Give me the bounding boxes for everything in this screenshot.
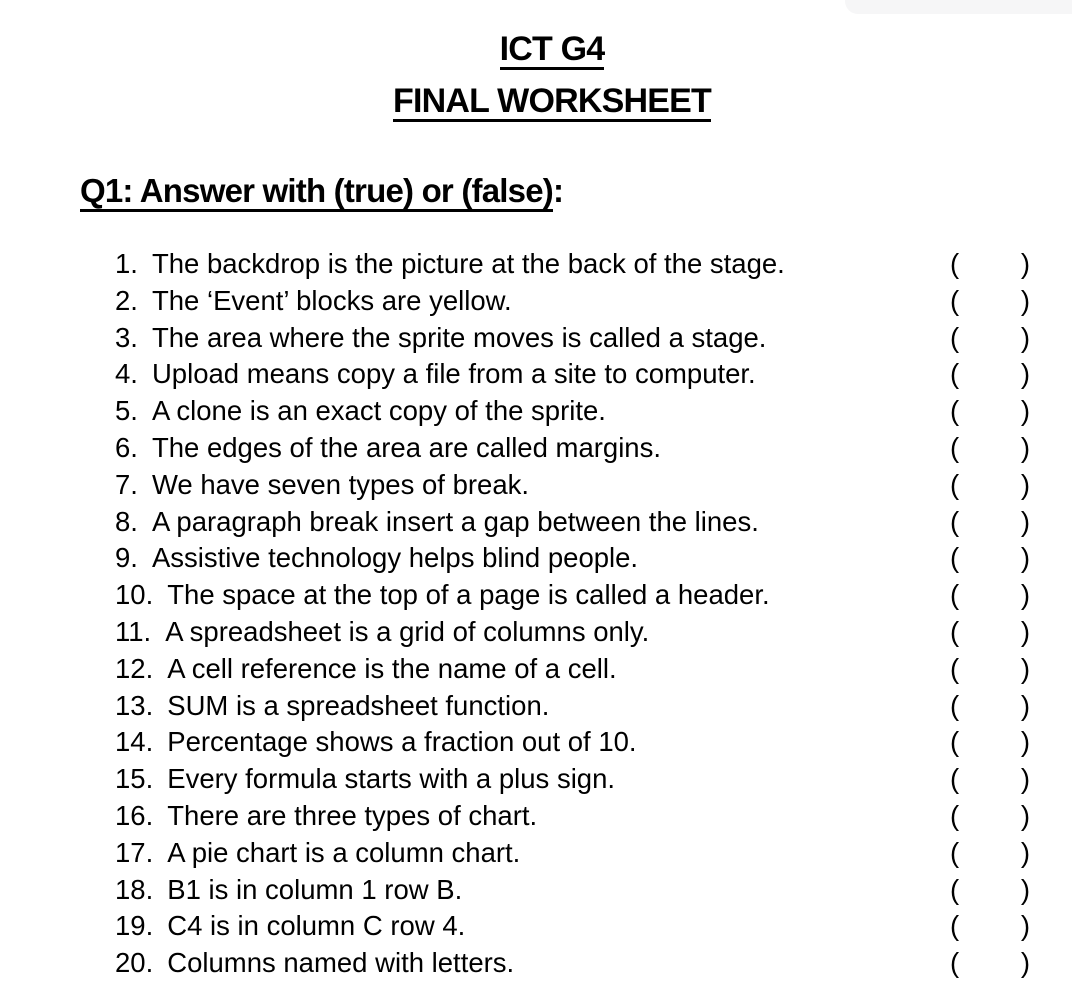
document-subtitle-text: FINAL WORKSHEET	[393, 82, 711, 120]
open-paren: (	[950, 321, 960, 353]
question-text: A spreadsheet is a grid of columns only.	[165, 615, 650, 647]
question-row	[0, 320, 1072, 357]
answer-slot[interactable]	[950, 504, 1030, 541]
question-number: 14.	[115, 726, 154, 758]
question-text: There are three types of chart.	[167, 799, 538, 831]
question-row	[0, 467, 1072, 504]
answer-slot[interactable]	[950, 246, 1030, 283]
close-paren: )	[1020, 579, 1030, 611]
open-paren: (	[950, 689, 960, 721]
answer-slot[interactable]	[950, 540, 1030, 577]
answer-slot[interactable]	[950, 872, 1030, 909]
question-row	[0, 540, 1072, 577]
close-paren: )	[1020, 799, 1030, 831]
open-paren: (	[950, 431, 960, 463]
open-paren: (	[950, 873, 960, 905]
open-paren: (	[950, 763, 960, 795]
close-paren: )	[1020, 873, 1030, 905]
document-title	[32, 30, 1072, 70]
open-paren: (	[950, 615, 960, 647]
question-text: A paragraph break insert a gap between the lines.	[151, 505, 759, 537]
question-row	[0, 430, 1072, 467]
answer-slot[interactable]	[950, 614, 1030, 651]
close-paren: )	[1020, 284, 1030, 316]
ui-corner-overlay	[845, 0, 1072, 14]
answer-slot[interactable]	[950, 798, 1030, 835]
open-paren: (	[950, 358, 960, 390]
question-section-heading	[80, 172, 563, 212]
open-paren: (	[950, 542, 960, 574]
question-row	[0, 614, 1072, 651]
open-paren: (	[950, 799, 960, 831]
question-number: 1.	[115, 248, 138, 279]
close-paren: )	[1020, 468, 1030, 500]
question-text: Percentage shows a fraction out of 10.	[167, 726, 637, 758]
question-number: 8.	[115, 505, 138, 537]
question-number: 12.	[115, 652, 154, 684]
question-row	[0, 945, 1072, 982]
answer-slot[interactable]	[950, 430, 1030, 467]
question-number: 5.	[115, 395, 138, 427]
question-text: The edges of the area are called margins.	[151, 431, 661, 463]
answer-slot[interactable]	[950, 724, 1030, 761]
answer-slot[interactable]	[950, 688, 1030, 725]
question-number: 20.	[115, 947, 154, 979]
question-row	[0, 651, 1072, 688]
open-paren: (	[950, 248, 960, 279]
answer-slot[interactable]	[950, 393, 1030, 430]
question-text: Upload means copy a file from a site to computer.	[151, 358, 756, 390]
question-row	[0, 798, 1072, 835]
document-header	[32, 30, 1072, 122]
question-number: 7.	[115, 468, 138, 500]
open-paren: (	[950, 910, 960, 942]
question-text: The backdrop is the picture at the back of the stage.	[151, 248, 785, 279]
open-paren: (	[950, 579, 960, 611]
close-paren: )	[1020, 689, 1030, 721]
question-row	[0, 246, 1072, 283]
question-number: 18.	[115, 873, 154, 905]
question-number: 19.	[115, 910, 154, 942]
answer-slot[interactable]	[950, 651, 1030, 688]
question-row	[0, 356, 1072, 393]
answer-slot[interactable]	[950, 283, 1030, 320]
question-number: 9.	[115, 542, 138, 574]
question-text: We have seven types of break.	[151, 468, 530, 500]
question-row	[0, 761, 1072, 798]
close-paren: )	[1020, 431, 1030, 463]
question-number: 6.	[115, 431, 138, 463]
close-paren: )	[1020, 910, 1030, 942]
answer-slot[interactable]	[950, 356, 1030, 393]
close-paren: )	[1020, 763, 1030, 795]
question-row	[0, 283, 1072, 320]
question-number: 16.	[115, 799, 154, 831]
open-paren: (	[950, 652, 960, 684]
close-paren: )	[1020, 505, 1030, 537]
question-row	[0, 577, 1072, 614]
close-paren: )	[1020, 836, 1030, 868]
question-text: The ‘Event’ blocks are yellow.	[151, 284, 512, 316]
question-number: 13.	[115, 689, 154, 721]
open-paren: (	[950, 468, 960, 500]
question-text: The space at the top of a page is called a header.	[167, 579, 770, 611]
question-text: A cell reference is the name of a cell.	[167, 652, 617, 684]
answer-slot[interactable]	[950, 761, 1030, 798]
question-number: 10.	[115, 579, 154, 611]
open-paren: (	[950, 284, 960, 316]
answer-slot[interactable]	[950, 835, 1030, 872]
question-row	[0, 724, 1072, 761]
answer-slot[interactable]	[950, 320, 1030, 357]
question-text: SUM is a spreadsheet function.	[167, 689, 550, 721]
answer-slot[interactable]	[950, 467, 1030, 504]
question-row	[0, 688, 1072, 725]
close-paren: )	[1020, 248, 1030, 279]
close-paren: )	[1020, 726, 1030, 758]
question-text: A pie chart is a column chart.	[167, 836, 521, 868]
question-text: The area where the sprite moves is called a stage.	[151, 321, 767, 353]
question-section-heading-text: Q1: Answer with (true) or (false)	[80, 174, 553, 212]
close-paren: )	[1020, 395, 1030, 427]
question-row	[0, 908, 1072, 945]
question-row	[0, 393, 1072, 430]
close-paren: )	[1020, 358, 1030, 390]
question-row	[0, 835, 1072, 872]
question-text: B1 is in column 1 row B.	[167, 873, 463, 905]
answer-slot[interactable]	[950, 577, 1030, 614]
close-paren: )	[1020, 947, 1030, 979]
document-subtitle	[32, 82, 1072, 122]
document-title-text: ICT G4	[499, 30, 605, 68]
answer-slot[interactable]	[950, 908, 1030, 945]
close-paren: )	[1020, 321, 1030, 353]
question-number: 4.	[115, 358, 138, 390]
question-number: 15.	[115, 763, 154, 795]
question-number: 17.	[115, 836, 154, 868]
open-paren: (	[950, 726, 960, 758]
question-number: 2.	[115, 284, 138, 316]
question-text: Columns named with letters.	[167, 947, 515, 979]
question-number: 3.	[115, 321, 138, 353]
answer-slot[interactable]	[950, 945, 1030, 982]
question-list	[0, 246, 1072, 982]
question-text: C4 is in column C row 4.	[167, 910, 466, 942]
question-text: Every formula starts with a plus sign.	[167, 763, 616, 795]
question-text: Assistive technology helps blind people.	[151, 542, 639, 574]
close-paren: )	[1020, 615, 1030, 647]
open-paren: (	[950, 836, 960, 868]
open-paren: (	[950, 395, 960, 427]
question-text: A clone is an exact copy of the sprite.	[151, 395, 606, 427]
open-paren: (	[950, 505, 960, 537]
question-section-heading-colon: :	[552, 172, 564, 209]
close-paren: )	[1020, 652, 1030, 684]
close-paren: )	[1020, 542, 1030, 574]
open-paren: (	[950, 947, 960, 979]
question-row	[0, 504, 1072, 541]
question-number: 11.	[115, 615, 152, 647]
question-row	[0, 872, 1072, 909]
